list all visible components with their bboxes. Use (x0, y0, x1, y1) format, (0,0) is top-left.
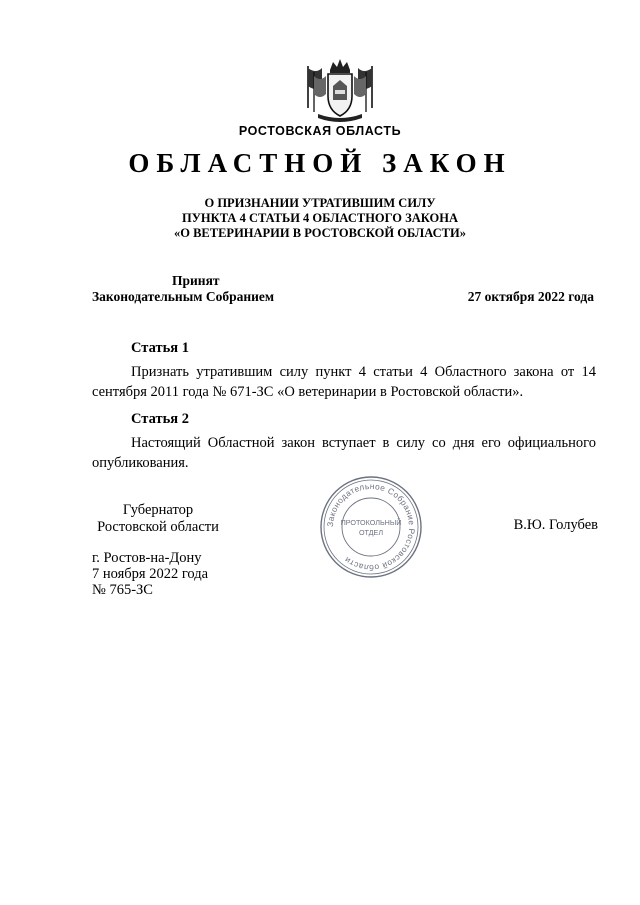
signing-date: 7 ноября 2022 года (92, 566, 209, 582)
article-2-text: Настоящий Областной закон вступает в силу со дня его официального опубликования. (92, 435, 596, 471)
article-2-heading: Статья 2 (131, 411, 189, 427)
adoption-date: 27 октября 2022 года (467, 289, 594, 304)
signing-place: г. Ростов-на-Дону (92, 550, 202, 566)
law-title-line: «О ВЕТЕРИНАРИИ В РОСТОВСКОЙ ОБЛАСТИ» (173, 226, 466, 240)
signatory-title (92, 502, 224, 536)
law-title-line: О ПРИЗНАНИИ УТРАТИВШИМ СИЛУ (204, 196, 436, 210)
document-type: ОБЛАСТНОЙ ЗАКОН (128, 148, 512, 178)
adopted-label: Принят (172, 273, 220, 288)
signatory-title-line: Ростовской области (97, 519, 219, 535)
adopted-by: Законодательным Собранием (92, 289, 275, 304)
seal-center-line: ПРОТОКОЛЬНЫЙ (340, 518, 402, 527)
law-number: № 765-ЗС (92, 582, 153, 598)
law-title-line: ПУНКТА 4 СТАТЬИ 4 ОБЛАСТНОГО ЗАКОНА (182, 211, 458, 225)
signatory-name: В.Ю. Голубев (513, 517, 598, 533)
seal-center-line: ОТДЕЛ (358, 528, 384, 537)
law-title (0, 196, 640, 241)
article-1-heading: Статья 1 (131, 340, 189, 356)
region-name: РОСТОВСКАЯ ОБЛАСТЬ (238, 124, 402, 138)
round-seal-icon (319, 475, 423, 579)
seal-ring-text: Законодательное Собрание Ростовской области (324, 480, 418, 574)
signing-details (92, 550, 208, 598)
signatory-title-line: Губернатор (122, 502, 194, 518)
article-1-text: Признать утратившим силу пункт 4 статьи 4 Областного закона от 14 сентября 2011 года № 671-ЗС «О ветеринарии в Ростовской области». (92, 364, 596, 400)
coat-of-arms-icon (300, 56, 380, 122)
